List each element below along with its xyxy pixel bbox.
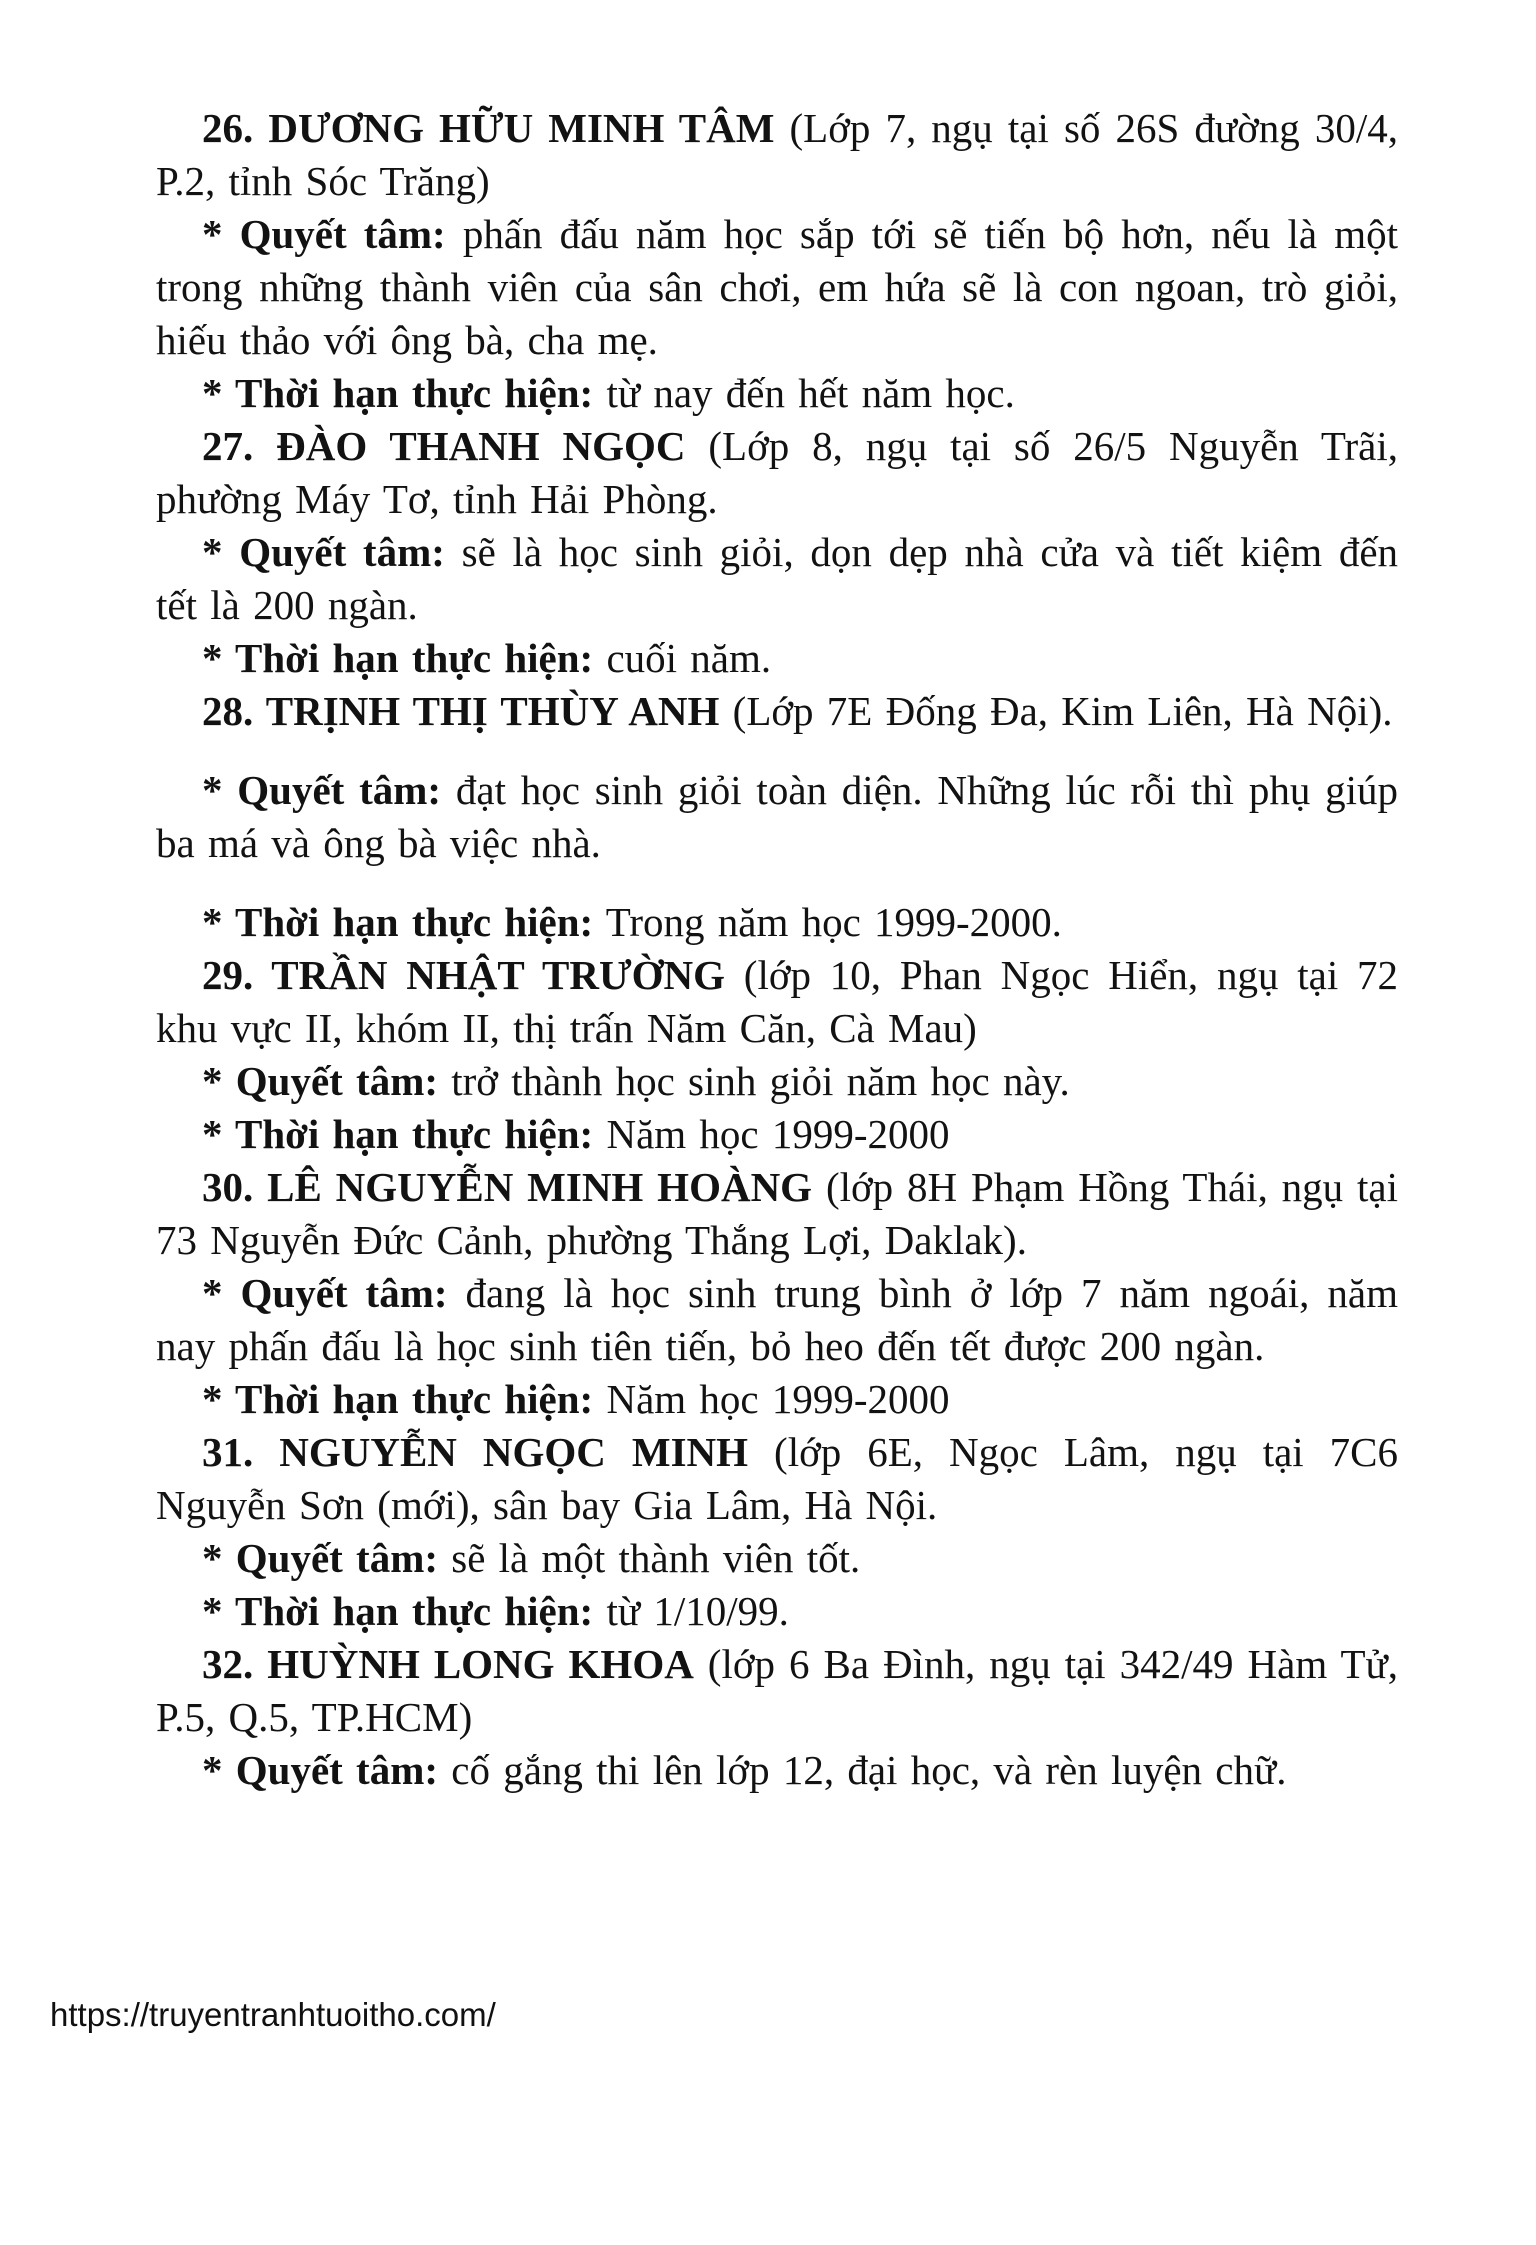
deadline-text: từ 1/10/99. — [606, 1588, 789, 1634]
text-paragraph — [156, 1108, 1398, 1161]
deadline-text: cuối năm. — [606, 635, 772, 681]
entry-number-name: 27. ĐÀO THANH NGỌC — [202, 423, 686, 469]
entry-info: (lớp 6E, Ngọc Lâm, ngụ tại 7C6 Nguyễn Sơn (mới), sân bay Gia Lâm, Hà Nội. — [156, 1429, 1399, 1528]
entry — [156, 1638, 1398, 1797]
resolution-text: cố gắng thi lên lớp 12, đại học, và rèn luyện chữ. — [451, 1747, 1287, 1793]
resolution-label: * Quyết tâm: — [202, 1535, 439, 1581]
text-paragraph — [156, 949, 1398, 1055]
document-text — [156, 102, 1398, 1797]
entry-info: (lớp 6 Ba Đình, ngụ tại 342/49 Hàm Tử, P.5, Q.5, TP.HCM) — [156, 1641, 1398, 1740]
text-paragraph — [156, 1267, 1398, 1373]
text-paragraph — [156, 367, 1398, 420]
entry-info: (lớp 8H Phạm Hồng Thái, ngụ tại 73 Nguyễn Đức Cảnh, phường Thắng Lợi, Daklak). — [156, 1164, 1398, 1263]
text-paragraph — [156, 1532, 1398, 1585]
text-paragraph — [156, 1055, 1398, 1108]
entry — [156, 102, 1398, 420]
entry — [156, 1161, 1398, 1426]
text-paragraph — [156, 526, 1398, 632]
text-paragraph — [156, 102, 1398, 208]
deadline-text: Trong năm học 1999-2000. — [605, 899, 1062, 945]
text-paragraph — [156, 1373, 1398, 1426]
resolution-label: * Quyết tâm: — [202, 1058, 439, 1104]
text-paragraph — [156, 1426, 1398, 1532]
text-paragraph — [156, 764, 1398, 870]
deadline-text: Năm học 1999-2000 — [606, 1111, 950, 1157]
resolution-text: phấn đấu năm học sắp tới sẽ tiến bộ hơn, nếu là một trong những thành viên của sân chơi, em hứa sẽ là con ngoan, trò giỏi, hiếu thảo với ông bà, cha mẹ. — [156, 211, 1398, 363]
resolution-text: đạt học sinh giỏi toàn diện. Những lúc rỗi thì phụ giúp ba má và ông bà việc nhà. — [156, 767, 1398, 866]
deadline-text: Năm học 1999-2000 — [606, 1376, 950, 1422]
entry-number-name: 26. DƯƠNG HỮU MINH TÂM — [202, 105, 775, 151]
entry-info: (lớp 10, Phan Ngọc Hiển, ngụ tại 72 khu vực II, khóm II, thị trấn Năm Căn, Cà Mau) — [156, 952, 1399, 1051]
text-paragraph — [156, 1585, 1398, 1638]
entry — [156, 420, 1398, 685]
entry — [156, 685, 1398, 949]
resolution-text: sẽ là một thành viên tốt. — [451, 1535, 861, 1581]
entry-number-name: 32. HUỲNH LONG KHOA — [202, 1641, 694, 1687]
text-paragraph — [156, 632, 1398, 685]
resolution-label: * Quyết tâm: — [202, 1270, 448, 1316]
resolution-label: * Quyết tâm: — [202, 767, 442, 813]
entry-info: (Lớp 7E Đống Đa, Kim Liên, Hà Nội). — [732, 688, 1393, 734]
entry-info: (Lớp 8, ngụ tại số 26/5 Nguyễn Trãi, phường Máy Tơ, tỉnh Hải Phòng. — [156, 423, 1398, 522]
resolution-text: sẽ là học sinh giỏi, dọn dẹp nhà cửa và tiết kiệm đến tết là 200 ngàn. — [156, 529, 1399, 628]
entry-info: (Lớp 7, ngụ tại số 26S đường 30/4, P.2, tỉnh Sóc Trăng) — [156, 105, 1399, 204]
deadline-label: * Thời hạn thực hiện: — [202, 1376, 594, 1422]
resolution-label: * Quyết tâm: — [202, 529, 445, 575]
text-paragraph — [156, 685, 1398, 738]
resolution-label: * Quyết tâm: — [202, 1747, 439, 1793]
text-paragraph — [156, 208, 1398, 367]
deadline-label: * Thời hạn thực hiện: — [202, 899, 594, 945]
text-paragraph — [156, 1161, 1398, 1267]
text-paragraph — [156, 420, 1398, 526]
text-paragraph — [156, 896, 1398, 949]
text-paragraph — [156, 1744, 1398, 1797]
deadline-label: * Thời hạn thực hiện: — [202, 1588, 594, 1634]
entry — [156, 1426, 1398, 1638]
deadline-label: * Thời hạn thực hiện: — [202, 370, 594, 416]
entry-number-name: 30. LÊ NGUYỄN MINH HOÀNG — [202, 1164, 813, 1210]
resolution-text: trở thành học sinh giỏi năm học này. — [451, 1058, 1070, 1104]
entry — [156, 949, 1398, 1161]
footer-url: https://truyentranhtuoitho.com/ — [50, 1996, 496, 2033]
text-paragraph — [156, 1638, 1398, 1744]
resolution-text: đang là học sinh trung bình ở lớp 7 năm ngoái, năm nay phấn đấu là học sinh tiên tiến, bỏ heo đến tết được 200 ngàn. — [156, 1270, 1398, 1369]
entry-number-name: 28. TRỊNH THỊ THÙY ANH — [202, 688, 720, 734]
entry-number-name: 31. NGUYỄN NGỌC MINH — [202, 1429, 749, 1475]
deadline-label: * Thời hạn thực hiện: — [202, 1111, 594, 1157]
resolution-label: * Quyết tâm: — [202, 211, 446, 257]
entry-number-name: 29. TRẦN NHẬT TRƯỜNG — [202, 952, 725, 998]
deadline-text: từ nay đến hết năm học. — [606, 370, 1015, 416]
deadline-label: * Thời hạn thực hiện: — [202, 635, 594, 681]
